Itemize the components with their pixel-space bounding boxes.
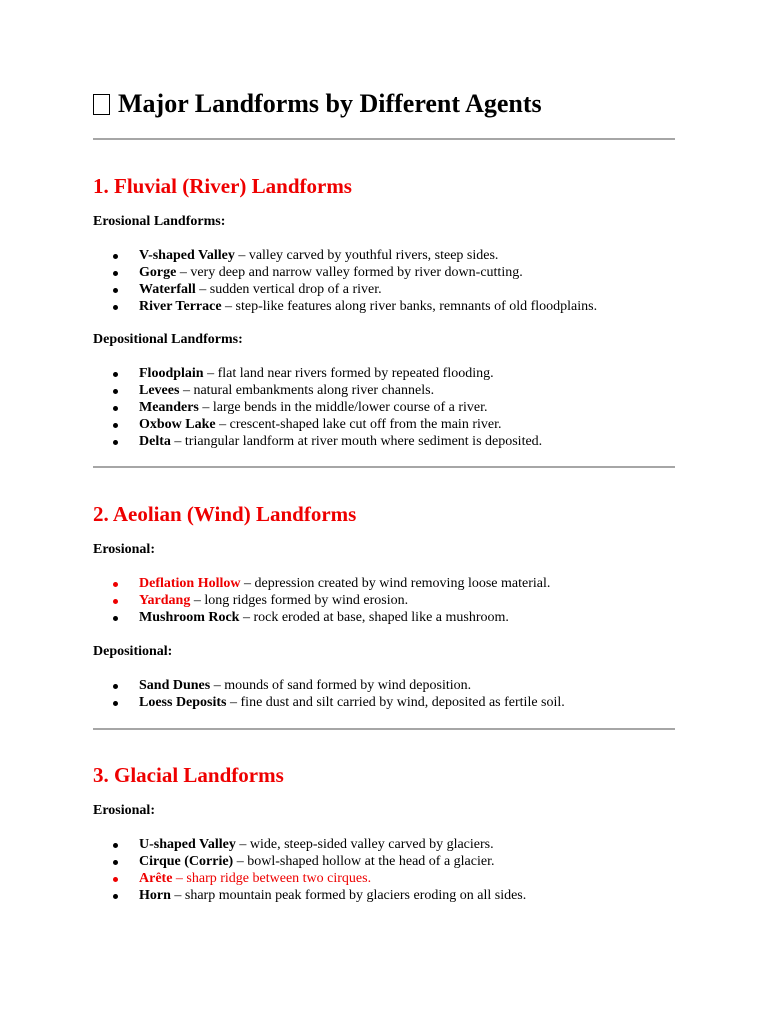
landform-description: – fine dust and silt carried by wind, deposited as fertile soil. <box>226 695 565 710</box>
list-item <box>93 264 597 281</box>
group-label-aeolian-erosional: Erosional: <box>93 542 155 557</box>
list-glacial-erosional <box>93 836 526 904</box>
bullet-icon <box>113 582 118 587</box>
section-heading-aeolian: 2. Aeolian (Wind) Landforms <box>93 502 357 526</box>
bullet-icon <box>113 271 118 276</box>
landform-term: V-shaped Valley <box>139 248 235 263</box>
list-item <box>93 382 542 399</box>
landform-description: – natural embankments along river channels. <box>179 383 435 398</box>
list-item <box>93 575 550 592</box>
divider <box>93 728 675 730</box>
bullet-icon <box>113 877 118 882</box>
landform-description: – valley carved by youthful rivers, steep sides. <box>234 248 499 263</box>
bullet-icon <box>113 599 118 604</box>
bullet-icon <box>113 305 118 310</box>
landform-description: – triangular landform at river mouth where sediment is deposited. <box>170 434 543 449</box>
landform-description: – very deep and narrow valley formed by river down-cutting. <box>176 265 523 280</box>
group-label-fluvial-erosional: Erosional Landforms: <box>93 214 226 229</box>
list-item <box>93 609 550 626</box>
divider <box>93 138 675 140</box>
landform-description: – sudden vertical drop of a river. <box>195 282 382 297</box>
landform-description: – crescent-shaped lake cut off from the main river. <box>215 417 502 432</box>
landform-term: Gorge <box>139 265 177 280</box>
landform-description: – wide, steep-sided valley carved by glaciers. <box>235 837 494 852</box>
divider <box>93 466 675 468</box>
list-item <box>93 399 542 416</box>
landform-term: Waterfall <box>139 282 196 297</box>
landform-description: – mounds of sand formed by wind deposition. <box>210 678 472 693</box>
landform-term: River Terrace <box>139 299 222 314</box>
missing-glyph-icon <box>93 94 110 115</box>
landform-description: – depression created by wind removing loose material. <box>240 576 551 591</box>
list-item <box>93 365 542 382</box>
landform-term: Sand Dunes <box>139 678 211 693</box>
list-item <box>93 694 565 711</box>
list-item <box>93 298 597 315</box>
bullet-icon <box>113 684 118 689</box>
group-label-glacial-erosional: Erosional: <box>93 803 155 818</box>
list-item <box>93 870 526 887</box>
landform-description: – flat land near rivers formed by repeated flooding. <box>203 366 494 381</box>
list-item <box>93 592 550 609</box>
bullet-icon <box>113 843 118 848</box>
landform-description: – step-like features along river banks, remnants of old floodplains. <box>221 299 598 314</box>
list-fluvial-erosional <box>93 247 597 315</box>
list-item <box>93 433 542 450</box>
landform-description: – bowl-shaped hollow at the head of a glacier. <box>233 854 495 869</box>
landform-term: Floodplain <box>139 366 204 381</box>
landform-description: – rock eroded at base, shaped like a mushroom. <box>239 610 509 625</box>
group-label-aeolian-depositional: Depositional: <box>93 644 173 659</box>
section-heading-fluvial: 1. Fluvial (River) Landforms <box>93 174 352 198</box>
landform-term: Horn <box>139 888 171 903</box>
landform-description: – sharp mountain peak formed by glaciers eroding on all sides. <box>170 888 527 903</box>
landform-term: Deflation Hollow <box>139 576 241 591</box>
list-item <box>93 677 565 694</box>
bullet-icon <box>113 389 118 394</box>
landform-term: Oxbow Lake <box>139 417 216 432</box>
list-item <box>93 853 526 870</box>
bullet-icon <box>113 254 118 259</box>
landform-term: Yardang <box>139 593 191 608</box>
bullet-icon <box>113 440 118 445</box>
bullet-icon <box>113 860 118 865</box>
list-item <box>93 416 542 433</box>
landform-term: Levees <box>139 383 180 398</box>
landform-description: – long ridges formed by wind erosion. <box>190 593 409 608</box>
bullet-icon <box>113 701 118 706</box>
landform-term: Mushroom Rock <box>139 610 240 625</box>
group-label-fluvial-depositional: Depositional Landforms: <box>93 332 243 347</box>
list-item <box>93 281 597 298</box>
list-aeolian-depositional <box>93 677 565 711</box>
list-item <box>93 887 526 904</box>
list-fluvial-depositional <box>93 365 542 450</box>
bullet-icon <box>113 372 118 377</box>
list-item <box>93 836 526 853</box>
bullet-icon <box>113 406 118 411</box>
landform-term: U-shaped Valley <box>139 837 236 852</box>
page-title <box>93 86 542 122</box>
bullet-icon <box>113 288 118 293</box>
bullet-icon <box>113 894 118 899</box>
landform-description: – large bends in the middle/lower course of a river. <box>198 400 488 415</box>
list-item <box>93 247 597 264</box>
bullet-icon <box>113 423 118 428</box>
landform-description: – sharp ridge between two cirques. <box>172 871 372 886</box>
page-title-text: Major Landforms by Different Agents <box>118 89 542 118</box>
bullet-icon <box>113 616 118 621</box>
section-heading-glacial: 3. Glacial Landforms <box>93 763 284 787</box>
landform-term: Meanders <box>139 400 199 415</box>
landform-term: Arête <box>139 871 173 886</box>
landform-term: Loess Deposits <box>139 695 227 710</box>
landform-term: Delta <box>139 434 171 449</box>
list-aeolian-erosional <box>93 575 550 626</box>
landform-term: Cirque (Corrie) <box>139 854 234 869</box>
